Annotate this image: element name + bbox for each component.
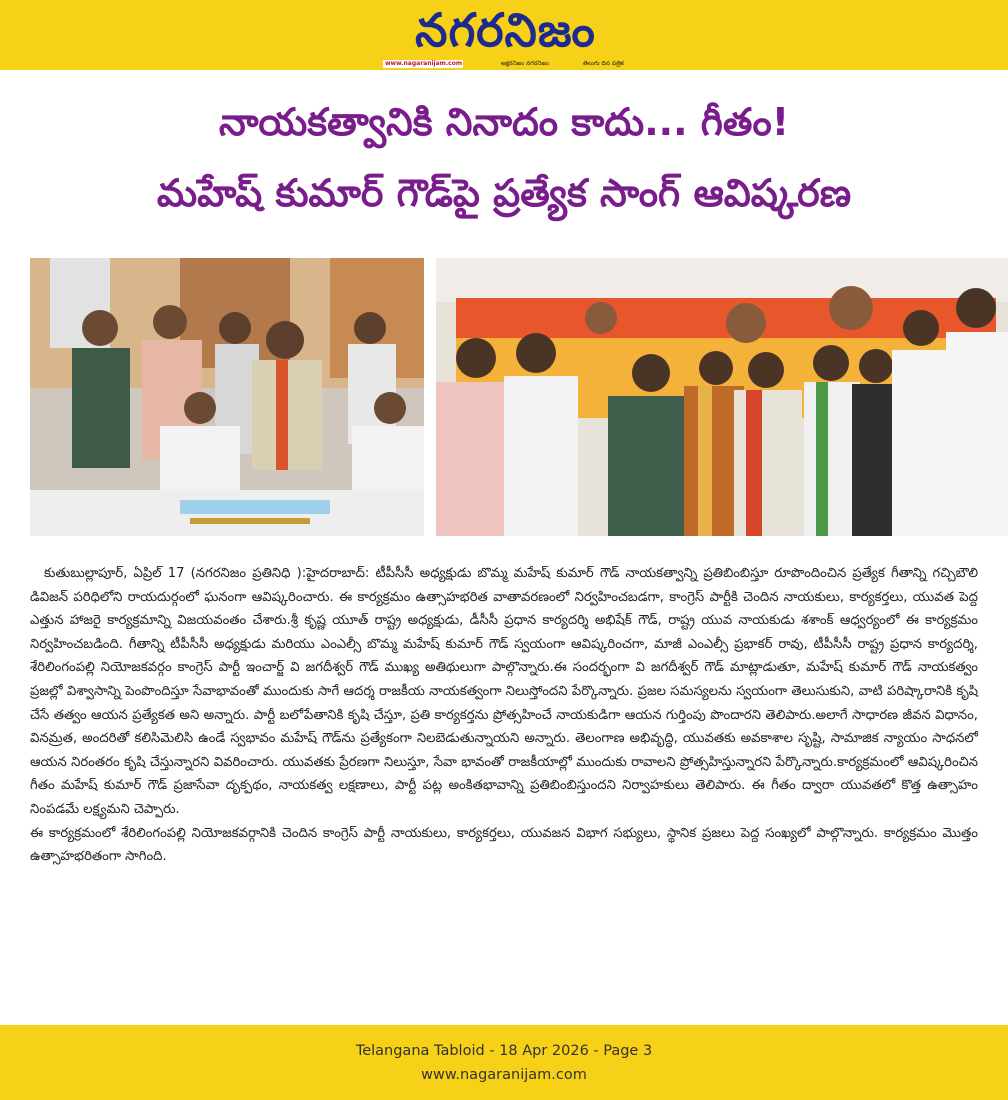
press-photo-song-launch xyxy=(30,258,424,536)
newspaper-logo[interactable] xyxy=(383,2,628,68)
press-photo-group xyxy=(436,258,1008,536)
logo-tagline: అక్షరనిజం నగరనిజం xyxy=(501,60,549,67)
article-paragraph: కుతుబుల్లాపూర్, ఏప్రిల్ 17 (నగరనిజం ప్రతినిధి ):హైదరాబాద్: టీపీసీసీ అధ్యక్షుడు బొమ్మ మహేష్ కుమార్ గౌడ్ నాయకత్వాన్ని ప్రతిబింబిస్తూ రూపొందించిన ప్రత్యేక గీతాన్ని గచ్చిబౌలి డివిజన్ పరిధిలోని రాయదుర్గంలో ఘనంగా ఆవిష్కరించారు. ఈ కార్యక్రమం ఉత్సాహభరిత వాతావరణంలో నిర్వహించబడగా, కాంగ్రెస్ పార్టీకి చెందిన నాయకులు, కార్యకర్తలు, యువత పెద్ద ఎత్తున హాజరై కార్యక్రమాన్ని విజయవంతం చేశారు.శ్రీ కృష్ణ యూత్ రాష్ట్ర అధ్యక్షుడు, డీసీసీ ప్రధాన కార్యదర్శి అభిషేక్ గౌడ్, రాష్ట్ర యువ నాయకుడు శశాంక్ ఆధ్వర్యంలో ఈ కార్యక్రమం నిర్వహించబడింది. గీతాన్ని టీపీసీసీ అధ్యక్షుడు మరియు ఎంఎల్సీ బొమ్మ మహేష్ కుమార్ గౌడ్ స్వయంగా ఆవిష్కరించగా, మాజీ ఎంఎల్సీ ప్రభాకర్ రావు, టీపీసీసీ రాష్ట్ర ప్రధాన కార్యదర్శి, శేరిలింగంపల్లి నియోజకవర్గం కాంగ్రెస్ పార్టీ ఇంచార్జ్ వి జగదీశ్వర్ గౌడ్ ముఖ్య అతిథులుగా పాల్గొన్నారు.ఈ సందర్భంగా వి జగదీశ్వర్ గౌడ్ మాట్లాడుతూ, మహేష్ కుమార్ గౌడ్ నాయకత్వం ప్రజల్లో విశ్వాసాన్ని పెంపొందిస్తూ సేవాభావంతో ముందుకు సాగే ఆదర్శ రాజకీయ నాయకత్వంగా నిలుస్తోందని పేర్కొన్నారు. ప్రజల సమస్యలను స్వయంగా తెలుసుకుని, వాటి పరిష్కారానికి కృషి చేసే తత్వం ఆయన ప్రత్యేకత అని అన్నారు. పార్టీ బలోపేతానికి కృషి చేస్తూ, ప్రతి కార్యకర్తను ప్రోత్సహించే నాయకుడిగా ఆయన గుర్తింపు పొందారని తెలిపారు.అలాగే సాధారణ జీవన విధానం, వినమ్రత, అందరితో కలిసిమెలిసి ఉండే స్వభావం మహేష్ గౌడ్‌ను ప్రత్యేకంగా నిలబెడుతున్నాయని అన్నారు. తెలంగాణ అభివృద్ధి, యువతకు అవకాశాల సృష్టి, సామాజిక న్యాయం సాధనలో ఆయన నిరంతరం కృషి చేస్తున్నారని వివరించారు. యువతకు ప్రేరణగా నిలుస్తూ, సేవా భావంతో రాజకీయాల్లో ముందుకు రావాలని ప్రోత్సహిస్తున్నారని పేర్కొన్నారు.కార్యక్రమంలో ఆవిష్కరించిన గీతం మహేష్ కుమార్ గౌడ్ ప్రజాసేవా దృక్పథం, నాయకత్వ లక్షణాలు, పార్టీ పట్ల అంకితభావాన్ని ప్రతిబింబిస్తుందని నిర్వాహకులు తెలిపారు. ఈ గీతం ద్వారా యువతలో కొత్త ఉత్సాహం నింపడమే లక్ష్యమని చెప్పారు. xyxy=(30,566,978,817)
logo-text: నగరనిజం xyxy=(415,3,596,57)
logo-subtitle: తెలుగు దిన పత్రిక xyxy=(583,60,624,67)
edition-info: Telangana Tabloid - 18 Apr 2026 - Page 3 xyxy=(355,1043,653,1059)
headline-line-2: మహేష్ కుమార్ గౌడ్‌పై ప్రత్యేక సాంగ్ ఆవిష్కరణ xyxy=(156,171,852,215)
headline-line-1: నాయకత్వానికి నినాదం కాదు... గీతం! xyxy=(218,100,790,144)
masthead xyxy=(0,0,1008,70)
photo-illustration xyxy=(436,258,1008,536)
article-body xyxy=(30,562,978,869)
footer xyxy=(0,1025,1008,1100)
photo-illustration xyxy=(30,258,424,536)
logo-url: www.nagaranijam.com xyxy=(385,60,463,67)
footer-url[interactable]: www.nagaranijam.com xyxy=(421,1067,587,1083)
article-paragraph: ఈ కార్యక్రమంలో శేరిలింగంపల్లి నియోజకవర్గానికి చెందిన కాంగ్రెస్ పార్టీ నాయకులు, కార్యకర్తలు, యువజన విభాగ సభ్యులు, స్థానిక ప్రజలు పెద్ద సంఖ్యలో పాల్గొన్నారు. కార్యక్రమం మొత్తం ఉత్సాహభరితంగా సాగింది. xyxy=(30,825,978,865)
